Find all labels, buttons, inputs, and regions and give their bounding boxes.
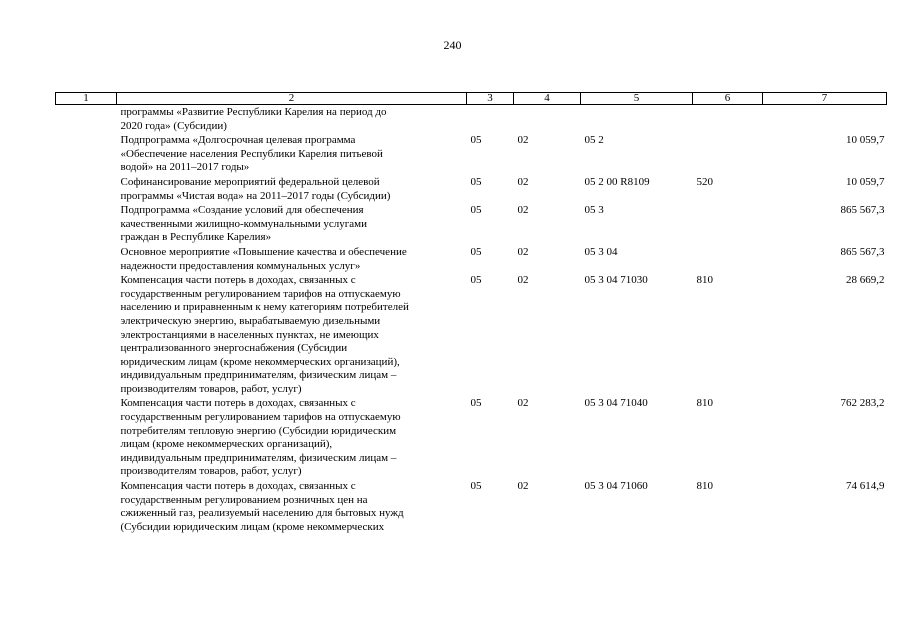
- table-row: [56, 203, 887, 245]
- cell-col1: [56, 203, 117, 245]
- cell-name-line: государственным регулированием розничных цен на: [120, 493, 368, 506]
- cell-name-line: Основное мероприятие «Повышение качества и обеспечение: [120, 245, 407, 258]
- cell-amount: [763, 105, 887, 134]
- cell-name-line: сжиженный газ, реализуемый населению для бытовых нужд: [120, 507, 404, 520]
- cell-name-line: надежности предоставления коммунальных услуг»: [120, 259, 361, 272]
- cell-subsection: 02: [517, 204, 529, 217]
- cell-amount: 865 567,3: [840, 245, 885, 258]
- cell-section: 05: [470, 245, 482, 258]
- cell-expense-type: 810: [696, 397, 713, 410]
- table-body: [56, 105, 887, 535]
- cell-expense-type: [693, 203, 763, 245]
- cell-section: 05: [470, 397, 482, 410]
- cell-name: [117, 105, 467, 134]
- cell-expense-type: [693, 105, 763, 134]
- cell-name-line: производителям товаров, работ, услуг): [120, 465, 302, 478]
- cell-name-line: Компенсация части потерь в доходах, связанных с: [120, 274, 356, 287]
- cell-name: [117, 396, 467, 479]
- cell-name-line: Компенсация части потерь в доходах, связанных с: [120, 397, 356, 410]
- cell-subsection: 02: [517, 175, 529, 188]
- cell-target-article: 05 3 04: [584, 245, 618, 258]
- table-row: [56, 396, 887, 479]
- column-header: 6: [693, 93, 763, 105]
- cell-name-line: индивидуальным предпринимателям, физическим лицам –: [120, 451, 397, 464]
- cell-expense-type: 810: [696, 480, 713, 493]
- cell-name-line: государственным регулированием тарифов на отпускаемую: [120, 411, 401, 424]
- cell-name-line: централизованного энергоснабжения (Субсидии: [120, 342, 348, 355]
- cell-name-line: производителям товаров, работ, услуг): [120, 382, 302, 395]
- column-header: 4: [514, 93, 581, 105]
- cell-col1: [56, 105, 117, 134]
- cell-name: [117, 203, 467, 245]
- cell-name-line: Подпрограмма «Создание условий для обеспечения: [120, 204, 364, 217]
- column-header: 1: [56, 93, 117, 105]
- cell-name-line: «Обеспечение населения Республики Карелия питьевой: [120, 147, 383, 160]
- cell-target-article: 05 3 04 71040: [584, 397, 648, 410]
- cell-expense-type: [693, 245, 763, 273]
- cell-section: 05: [470, 274, 482, 287]
- cell-name-line: Софинансирование мероприятий федеральной целевой: [120, 175, 380, 188]
- cell-amount: 28 669,2: [846, 274, 885, 287]
- cell-name: [117, 479, 467, 534]
- cell-name-line: лицам (кроме некоммерческих организаций),: [120, 438, 333, 451]
- cell-name: [117, 133, 467, 175]
- cell-name-line: населению и приравненным к нему категориям потребителей: [120, 301, 409, 314]
- table-row: [56, 175, 887, 203]
- cell-subsection: [514, 105, 581, 134]
- cell-col1: [56, 133, 117, 175]
- page-number: 240: [443, 38, 462, 52]
- cell-name-line: водой» на 2011–2017 годы»: [120, 161, 250, 174]
- cell-target-article: [581, 105, 693, 134]
- cell-section: 05: [470, 175, 482, 188]
- cell-col1: [56, 175, 117, 203]
- cell-name-line: Компенсация части потерь в доходах, связанных с: [120, 480, 356, 493]
- cell-expense-type: 520: [696, 175, 713, 188]
- cell-amount: 762 283,2: [840, 397, 885, 410]
- cell-col1: [56, 273, 117, 396]
- cell-name-line: программы «Развитие Республики Карелия на период до: [120, 106, 387, 118]
- cell-name-line: 2020 года» (Субсидии): [120, 119, 227, 132]
- cell-expense-type: [693, 133, 763, 175]
- column-header: 2: [117, 93, 467, 105]
- cell-amount: 10 059,7: [846, 134, 885, 147]
- cell-subsection: 02: [517, 274, 529, 287]
- cell-name-line: юридическим лицам (кроме некоммерческих организаций),: [120, 355, 400, 368]
- cell-target-article: 05 3 04 71060: [584, 480, 648, 493]
- cell-subsection: 02: [517, 397, 529, 410]
- table-row: [56, 245, 887, 273]
- cell-name-line: Подпрограмма «Долгосрочная целевая программа: [120, 134, 356, 147]
- cell-subsection: 02: [517, 245, 529, 258]
- column-header: 3: [467, 93, 514, 105]
- budget-table: [55, 92, 887, 534]
- cell-col1: [56, 245, 117, 273]
- cell-name-line: граждан в Республике Карелия»: [120, 231, 272, 244]
- cell-expense-type: 810: [696, 274, 713, 287]
- cell-section: 05: [470, 204, 482, 217]
- table-header-row: [56, 93, 887, 105]
- cell-name-line: электрическую энергию, вырабатываемую дизельными: [120, 314, 381, 327]
- cell-name-line: (Субсидии юридическим лицам (кроме некоммерческих: [120, 520, 385, 533]
- column-header: 7: [763, 93, 887, 105]
- cell-subsection: 02: [517, 480, 529, 493]
- cell-target-article: 05 3 04 71030: [584, 274, 648, 287]
- cell-amount: 74 614,9: [846, 480, 885, 493]
- cell-target-article: 05 2 00 R8109: [584, 175, 650, 188]
- cell-section: 05: [470, 134, 482, 147]
- cell-target-article: 05 3: [584, 204, 604, 217]
- cell-name: [117, 175, 467, 203]
- cell-name-line: электростанциями в населенных пунктах, не имеющих: [120, 328, 379, 341]
- cell-amount: 865 567,3: [840, 204, 885, 217]
- cell-name-line: государственным регулированием тарифов на отпускаемую: [120, 287, 401, 300]
- table-row: [56, 133, 887, 175]
- cell-section: [467, 105, 514, 134]
- table-row: [56, 273, 887, 396]
- cell-target-article: 05 2: [584, 134, 604, 147]
- cell-subsection: 02: [517, 134, 529, 147]
- cell-section: 05: [470, 480, 482, 493]
- table-row: [56, 105, 887, 134]
- cell-amount: 10 059,7: [846, 175, 885, 188]
- table-row: [56, 479, 887, 534]
- column-header: 5: [581, 93, 693, 105]
- cell-name-line: индивидуальным предпринимателям, физическим лицам –: [120, 369, 397, 382]
- cell-name: [117, 273, 467, 396]
- cell-name-line: программы «Чистая вода» на 2011–2017 годы (Субсидии): [120, 189, 391, 202]
- cell-name-line: потребителям тепловую энергию (Субсидии юридическим: [120, 424, 397, 437]
- cell-col1: [56, 396, 117, 479]
- cell-col1: [56, 479, 117, 534]
- cell-name-line: качественными жилищно-коммунальными услугами: [120, 217, 368, 230]
- cell-name: [117, 245, 467, 273]
